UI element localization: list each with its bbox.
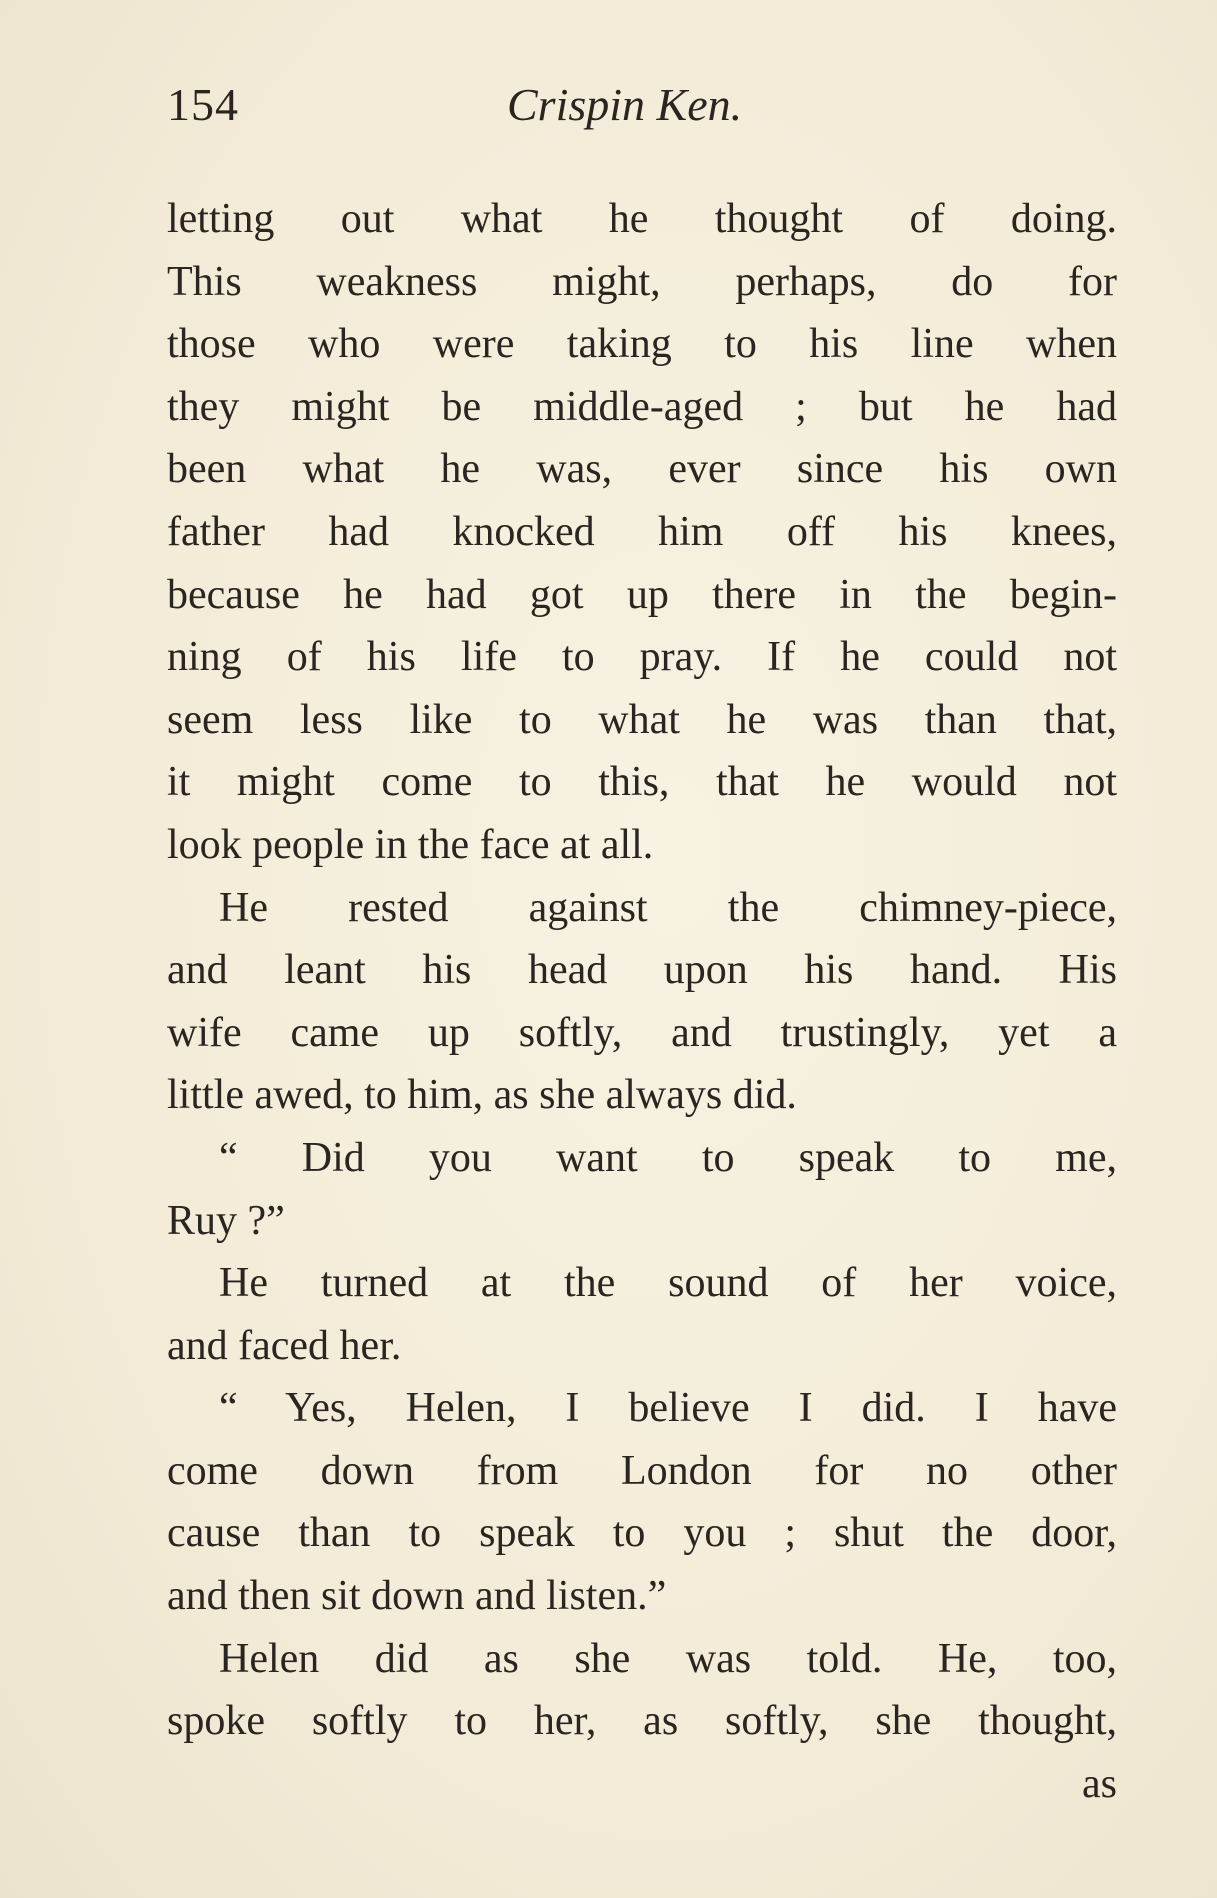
text-line: they might be middle-aged ; but he had bbox=[167, 383, 1117, 430]
text-line: This weakness might, perhaps, do for bbox=[167, 258, 1117, 305]
text-line: look people in the face at all. bbox=[167, 821, 654, 868]
text-line: ning of his life to pray. If he could not bbox=[167, 634, 1117, 681]
text-line: He rested against the chimney-piece, bbox=[219, 884, 1117, 931]
text-line: it might come to this, that he would not bbox=[167, 759, 1117, 806]
running-title: Crispin Ken. bbox=[507, 79, 743, 130]
catchword: as bbox=[1082, 1761, 1117, 1807]
text-line: “ Did you want to speak to me, bbox=[219, 1134, 1117, 1181]
text-line: and faced her. bbox=[167, 1322, 402, 1369]
text-line: little awed, to him, as she always did. bbox=[167, 1072, 797, 1119]
text-line: come down from London for no other bbox=[167, 1447, 1117, 1494]
text-line: wife came up softly, and trustingly, yet a bbox=[167, 1009, 1117, 1056]
catchword-row bbox=[167, 1753, 1117, 1815]
page-header bbox=[167, 78, 1117, 138]
text-line: seem less like to what he was than that, bbox=[167, 696, 1117, 743]
text-line: spoke softly to her, as softly, she thought, bbox=[167, 1698, 1117, 1745]
text-line: “ Yes, Helen, I believe I did. I have bbox=[219, 1385, 1117, 1432]
text-line: father had knocked him off his knees, bbox=[167, 508, 1117, 555]
body-text bbox=[167, 188, 1117, 1753]
text-line: because he had got up there in the begin- bbox=[167, 571, 1117, 618]
text-line: those who were taking to his line when bbox=[167, 321, 1117, 368]
text-line: Helen did as she was told. He, too, bbox=[219, 1635, 1117, 1682]
text-line: He turned at the sound of her voice, bbox=[219, 1260, 1117, 1307]
text-line: and leant his head upon his hand. His bbox=[167, 947, 1117, 994]
text-line: and then sit down and listen.” bbox=[167, 1573, 667, 1620]
text-line: letting out what he thought of doing. bbox=[167, 196, 1117, 242]
page-number: 154 bbox=[167, 79, 239, 130]
text-line: cause than to speak to you ; shut the door, bbox=[167, 1510, 1117, 1557]
text-line: been what he was, ever since his own bbox=[167, 446, 1117, 493]
text-line: Ruy ?” bbox=[167, 1197, 285, 1244]
